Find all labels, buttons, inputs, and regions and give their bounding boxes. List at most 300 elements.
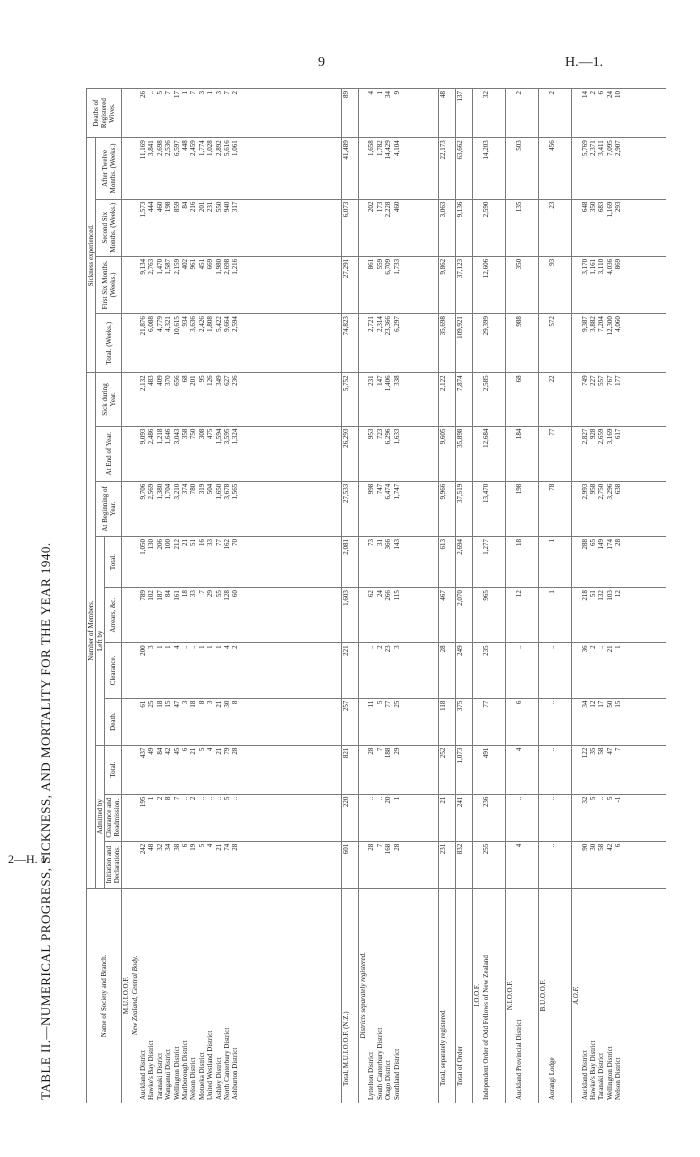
- value-cell: [456, 138, 473, 199]
- cell-value: 504: [206, 483, 215, 495]
- cell-value: 988: [514, 316, 523, 327]
- cell-value: 241: [456, 796, 465, 808]
- cell-value: 27,533: [341, 483, 350, 504]
- cell-value: 1,650: [214, 483, 223, 500]
- spacer: [359, 91, 367, 135]
- cell-value: 18: [155, 700, 164, 708]
- cell-value: 7: [189, 91, 198, 95]
- spacer: [473, 429, 481, 479]
- value-cell: [341, 256, 358, 313]
- cell-value: 21: [214, 700, 223, 708]
- value-cell: [506, 89, 539, 138]
- value-cell: [539, 256, 572, 313]
- spacer: [122, 539, 130, 585]
- cell-value: ..: [214, 796, 223, 801]
- cell-value: 143: [392, 539, 401, 550]
- cell-value: 861: [367, 258, 376, 270]
- value-cell: [438, 138, 455, 199]
- cell-value: 1,050: [139, 539, 147, 555]
- cell-value: 28: [367, 843, 376, 851]
- cell-value: 48: [438, 91, 447, 98]
- value-cell: [473, 481, 506, 536]
- section-heading: M.U.I.O.O.F.: [122, 976, 131, 1015]
- value-cell: [122, 643, 342, 698]
- spacer: [131, 844, 139, 886]
- cell-value: 4,779: [155, 316, 164, 332]
- spacer: [506, 140, 514, 196]
- cell-value: 1: [206, 91, 215, 95]
- value-cell: [473, 841, 506, 888]
- header-members: Number of Members.: [87, 373, 96, 888]
- value-cell: [359, 138, 439, 199]
- cell-value: 2,569: [147, 483, 156, 500]
- value-cell: [506, 588, 539, 643]
- cell-value: 3,411: [597, 140, 606, 156]
- cell-value: 3,296: [605, 483, 614, 500]
- value-cell: [122, 841, 342, 888]
- cell-value: 638: [614, 483, 623, 495]
- cell-value: 444: [147, 201, 156, 213]
- cell-value: 173: [375, 201, 384, 213]
- cell-value: 350: [589, 201, 598, 213]
- cell-value: 1: [181, 91, 190, 95]
- spacer: [131, 202, 139, 254]
- header-initiation: Initiation and Declarations.: [105, 841, 122, 888]
- value-cell: [341, 794, 358, 841]
- value-cell: [473, 256, 506, 313]
- cell-value: 231: [367, 375, 376, 386]
- cell-value: 2,536: [164, 140, 173, 156]
- cell-value: 200: [139, 645, 147, 656]
- branch-name: Motueka District: [197, 1052, 206, 1100]
- cell-value: 2,459: [189, 140, 198, 156]
- cell-value: 161: [172, 590, 181, 601]
- cell-value: 61: [139, 700, 147, 708]
- cell-value: 84: [164, 590, 173, 598]
- cell-value: 77: [384, 700, 393, 708]
- value-cell: [359, 314, 439, 373]
- cell-value: 3: [214, 91, 223, 95]
- value-cell: [438, 481, 455, 536]
- cell-value: 3: [181, 700, 190, 705]
- branch-name: Lyttelton District: [367, 1051, 376, 1100]
- spacer: [506, 484, 514, 534]
- spacer: [506, 645, 514, 695]
- total-label: Total, M.U.I.O.O.F. (N.Z.): [341, 1011, 350, 1086]
- cell-value: 49: [147, 747, 156, 755]
- cell-value: 8: [231, 700, 240, 705]
- cell-value: 95: [197, 375, 206, 383]
- value-cell: [506, 199, 539, 256]
- cell-value: 15: [164, 700, 173, 708]
- cell-value: 2,763: [147, 258, 156, 275]
- cell-value: 5: [197, 843, 206, 848]
- total-label: Total, separately registered: [438, 1010, 447, 1086]
- value-cell: [359, 426, 439, 481]
- spacer: [473, 316, 481, 370]
- spacer: [122, 429, 130, 479]
- cell-value: 18: [181, 590, 190, 598]
- cell-value: 23: [384, 645, 393, 653]
- spacer: [122, 797, 130, 839]
- value-cell: [438, 794, 455, 841]
- header-end: At End of Year.: [96, 426, 122, 481]
- value-cell: [539, 89, 572, 138]
- spacer: [506, 748, 514, 792]
- cell-value: 12: [514, 590, 523, 598]
- value-cell: [572, 481, 666, 536]
- value-cell: [359, 199, 439, 256]
- cell-value: 126: [206, 375, 215, 386]
- spacer: [122, 645, 130, 695]
- row-name-cell: [456, 888, 473, 1103]
- cell-value: 227: [589, 375, 598, 386]
- cell-value: 6: [597, 91, 606, 95]
- value-cell: [572, 841, 666, 888]
- cell-value: 7: [375, 747, 384, 752]
- row-name-cell: [473, 888, 506, 1103]
- cell-value: 491: [481, 747, 490, 759]
- cell-value: 859: [172, 201, 181, 213]
- spacer: [539, 590, 547, 640]
- cell-value: 3,043: [172, 428, 181, 445]
- cell-value: 47: [605, 747, 614, 755]
- spacer: [572, 91, 580, 135]
- spacer: [539, 844, 547, 886]
- row-name-cell: [122, 888, 342, 1103]
- branch-name: Independent Order of Odd Fellows of New Zealand: [481, 955, 490, 1100]
- value-cell: [456, 698, 473, 745]
- value-cell: [539, 373, 572, 426]
- value-cell: [438, 199, 455, 256]
- cell-value: 41,489: [341, 140, 350, 160]
- cell-value: 220: [341, 796, 350, 808]
- cell-value: 63,662: [456, 140, 465, 160]
- value-cell: [539, 588, 572, 643]
- spacer: [359, 748, 367, 792]
- cell-value: 1,747: [392, 483, 401, 500]
- footer-reference: 2—H. 1.: [8, 852, 50, 866]
- spacer: [506, 429, 514, 479]
- cell-value: 45: [172, 747, 181, 755]
- cell-value: 8: [164, 796, 173, 801]
- spacer: [359, 202, 367, 254]
- cell-value: 212: [172, 539, 181, 550]
- cell-value: 3: [147, 645, 156, 649]
- value-cell: [359, 841, 439, 888]
- spacer: [122, 375, 130, 423]
- value-cell: [359, 794, 439, 841]
- value-cell: [341, 89, 358, 138]
- cell-value: 118: [438, 700, 447, 711]
- spacer: [122, 701, 130, 743]
- cell-value: 1,218: [155, 428, 164, 445]
- cell-value: 1: [375, 91, 384, 95]
- cell-value: 370: [164, 375, 173, 386]
- value-cell: [539, 643, 572, 698]
- value-cell: [473, 588, 506, 643]
- spacer: [539, 316, 547, 370]
- cell-value: 934: [181, 316, 190, 327]
- cell-value: 32: [481, 91, 490, 98]
- cell-value: 231: [438, 843, 447, 855]
- cell-value: 475: [206, 428, 215, 440]
- cell-value: 198: [514, 483, 523, 495]
- value-cell: [122, 481, 342, 536]
- cell-value: 402: [181, 258, 190, 270]
- value-cell: [572, 138, 666, 199]
- cell-value: 9,136: [456, 201, 465, 218]
- value-cell: [473, 138, 506, 199]
- cell-value: 2: [589, 645, 598, 649]
- cell-value: 236: [481, 796, 490, 808]
- cell-value: 4: [206, 843, 215, 848]
- value-cell: [506, 426, 539, 481]
- cell-value: 1,646: [164, 428, 173, 445]
- cell-value: 84: [181, 201, 190, 209]
- cell-value: 137: [456, 91, 465, 102]
- branch-name: Marlborough District: [181, 1040, 190, 1100]
- table-row: [572, 89, 666, 1104]
- cell-value: 74: [223, 843, 232, 851]
- value-cell: [572, 588, 666, 643]
- spacer: [506, 375, 514, 423]
- cell-value: 669: [206, 258, 215, 270]
- cell-value: 35,898: [456, 428, 465, 448]
- cell-value: 11: [367, 700, 376, 708]
- value-cell: [359, 745, 439, 794]
- table-row: [506, 89, 539, 1104]
- row-name-cell: [438, 888, 455, 1103]
- cell-value: 20: [384, 796, 393, 804]
- header-sick: Sick during Year.: [96, 373, 122, 426]
- cell-value: 9,387: [580, 316, 589, 332]
- cell-value: 7,874: [456, 375, 465, 392]
- spacer: [473, 748, 481, 792]
- cell-value: 13,470: [481, 483, 490, 504]
- cell-value: 319: [197, 483, 206, 495]
- cell-value: 28: [231, 843, 240, 851]
- cell-value: 103: [605, 590, 614, 601]
- cell-value: 6,088: [147, 316, 156, 332]
- cell-value: ..: [514, 796, 523, 801]
- value-cell: [473, 698, 506, 745]
- value-cell: [539, 745, 572, 794]
- cell-value: 266: [384, 590, 393, 601]
- spacer: [572, 202, 580, 254]
- value-cell: [572, 199, 666, 256]
- cell-value: 1,216: [231, 258, 240, 275]
- value-cell: [539, 841, 572, 888]
- cell-value: 7: [614, 747, 623, 752]
- cell-value: 2: [231, 91, 240, 95]
- cell-value: 7: [375, 843, 384, 848]
- cell-value: 201: [189, 375, 198, 386]
- cell-value: 70: [231, 539, 240, 546]
- cell-value: 68: [181, 375, 190, 383]
- cell-value: 2: [189, 796, 198, 801]
- cell-value: 50: [605, 700, 614, 708]
- value-cell: [572, 426, 666, 481]
- section-heading: New Zealand, Central Body.: [130, 955, 139, 1036]
- cell-value: 187: [155, 590, 164, 601]
- cell-value: 1: [547, 539, 556, 543]
- cell-value: 102: [147, 590, 156, 601]
- cell-value: ..: [547, 645, 556, 649]
- value-cell: [456, 373, 473, 426]
- value-cell: [539, 314, 572, 373]
- cell-value: 3,210: [172, 483, 181, 500]
- cell-value: 6,296: [384, 428, 393, 445]
- cell-value: 12,684: [481, 428, 490, 448]
- cell-value: 37,123: [456, 258, 465, 279]
- cell-value: 338: [392, 375, 401, 386]
- cell-value: 77: [214, 539, 223, 546]
- cell-value: 202: [367, 201, 376, 213]
- value-cell: [539, 537, 572, 588]
- value-cell: [341, 138, 358, 199]
- value-cell: [456, 588, 473, 643]
- cell-value: 2,081: [341, 539, 350, 555]
- spacer: [473, 375, 481, 423]
- spacer: [539, 259, 547, 311]
- value-cell: [473, 373, 506, 426]
- cell-value: 3,170: [580, 258, 589, 275]
- cell-value: 6,474: [384, 483, 393, 500]
- spacer: [539, 748, 547, 792]
- cell-value: 5: [589, 796, 598, 801]
- cell-value: 780: [189, 483, 198, 495]
- cell-value: 21,876: [139, 316, 147, 336]
- spacer: [506, 539, 514, 585]
- cell-value: 1,169: [605, 201, 614, 218]
- value-cell: [359, 588, 439, 643]
- cell-value: 48: [147, 843, 156, 851]
- cell-value: 349: [214, 375, 223, 386]
- spacer: [131, 484, 139, 534]
- branch-name: Ashburton District: [231, 1047, 240, 1100]
- spacer: [131, 797, 139, 839]
- cell-value: ..: [547, 843, 556, 848]
- cell-value: 4,321: [164, 316, 173, 332]
- spacer: [506, 316, 514, 370]
- cell-value: 22,173: [438, 140, 447, 160]
- cell-value: 252: [438, 747, 447, 759]
- header-name: Name of Society and Branch.: [87, 888, 122, 1103]
- cell-value: 6: [181, 747, 190, 752]
- cell-value: 1,594: [214, 428, 223, 445]
- spacer: [539, 91, 547, 135]
- cell-value: 21: [438, 796, 447, 804]
- cell-value: ..: [231, 796, 240, 801]
- cell-value: 998: [367, 483, 376, 495]
- cell-value: 33: [206, 539, 215, 546]
- spacer: [539, 202, 547, 254]
- cell-value: 38: [172, 843, 181, 851]
- cell-value: 409: [155, 375, 164, 386]
- cell-value: 9,664: [223, 316, 232, 332]
- cell-value: 65: [589, 539, 598, 546]
- cell-value: 34: [164, 843, 173, 851]
- cell-value: 1: [214, 645, 223, 649]
- cell-value: 62: [367, 590, 376, 598]
- header-first-six: First Six Months. (Weeks.): [96, 256, 122, 313]
- value-cell: [539, 481, 572, 536]
- spacer: [506, 701, 514, 743]
- cell-value: 168: [384, 843, 393, 855]
- cell-value: 9: [392, 91, 401, 95]
- cell-value: 14,429: [384, 140, 393, 160]
- cell-value: 79: [223, 747, 232, 755]
- cell-value: 32: [155, 843, 164, 851]
- value-cell: [122, 588, 342, 643]
- cell-value: 1: [614, 645, 623, 649]
- value-cell: [359, 256, 439, 313]
- cell-value: 1,073: [456, 747, 465, 764]
- cell-value: 16: [197, 539, 206, 546]
- cell-value: ..: [197, 796, 206, 801]
- spacer: [506, 259, 514, 311]
- branch-name: Auckland District: [580, 1050, 589, 1100]
- branch-name: Nelson District: [614, 1057, 623, 1100]
- cell-value: 77: [481, 700, 490, 708]
- spacer: [131, 91, 139, 135]
- table-row: [359, 89, 439, 1104]
- cell-value: 149: [597, 539, 606, 550]
- value-cell: [122, 138, 342, 199]
- cell-value: 28: [231, 747, 240, 755]
- value-cell: [438, 588, 455, 643]
- spacer: [473, 590, 481, 640]
- value-cell: [456, 745, 473, 794]
- cell-value: 2,659: [597, 428, 606, 445]
- cell-value: 550: [214, 201, 223, 213]
- cell-value: ..: [181, 645, 190, 649]
- cell-value: 206: [155, 539, 164, 550]
- value-cell: [539, 138, 572, 199]
- row-name-cell: [506, 888, 539, 1103]
- spacer: [506, 844, 514, 886]
- cell-value: 29: [392, 747, 401, 755]
- value-cell: [438, 256, 455, 313]
- table-row: [341, 89, 358, 1104]
- cell-value: 7: [197, 590, 206, 594]
- cell-value: 5,752: [341, 375, 350, 392]
- cell-value: 1,782: [375, 140, 384, 156]
- table-wrapper: [86, 88, 666, 1103]
- cell-value: 2,426: [197, 316, 206, 332]
- spacer: [539, 375, 547, 423]
- cell-value: 4: [172, 645, 181, 649]
- cell-value: 9,605: [438, 428, 447, 445]
- cell-value: ..: [514, 645, 523, 649]
- cell-value: 683: [597, 201, 606, 213]
- page-reference: H.—1.: [565, 55, 604, 70]
- cell-value: 218: [580, 590, 589, 601]
- cell-value: 7: [164, 91, 173, 95]
- cell-value: 1,470: [155, 258, 164, 275]
- cell-value: 2,698: [223, 258, 232, 275]
- table-body: [122, 89, 666, 1104]
- value-cell: [572, 745, 666, 794]
- value-cell: [341, 841, 358, 888]
- value-cell: [438, 745, 455, 794]
- cell-value: 78: [547, 483, 556, 491]
- value-cell: [341, 698, 358, 745]
- value-cell: [539, 698, 572, 745]
- cell-value: 869: [614, 258, 623, 270]
- value-cell: [506, 537, 539, 588]
